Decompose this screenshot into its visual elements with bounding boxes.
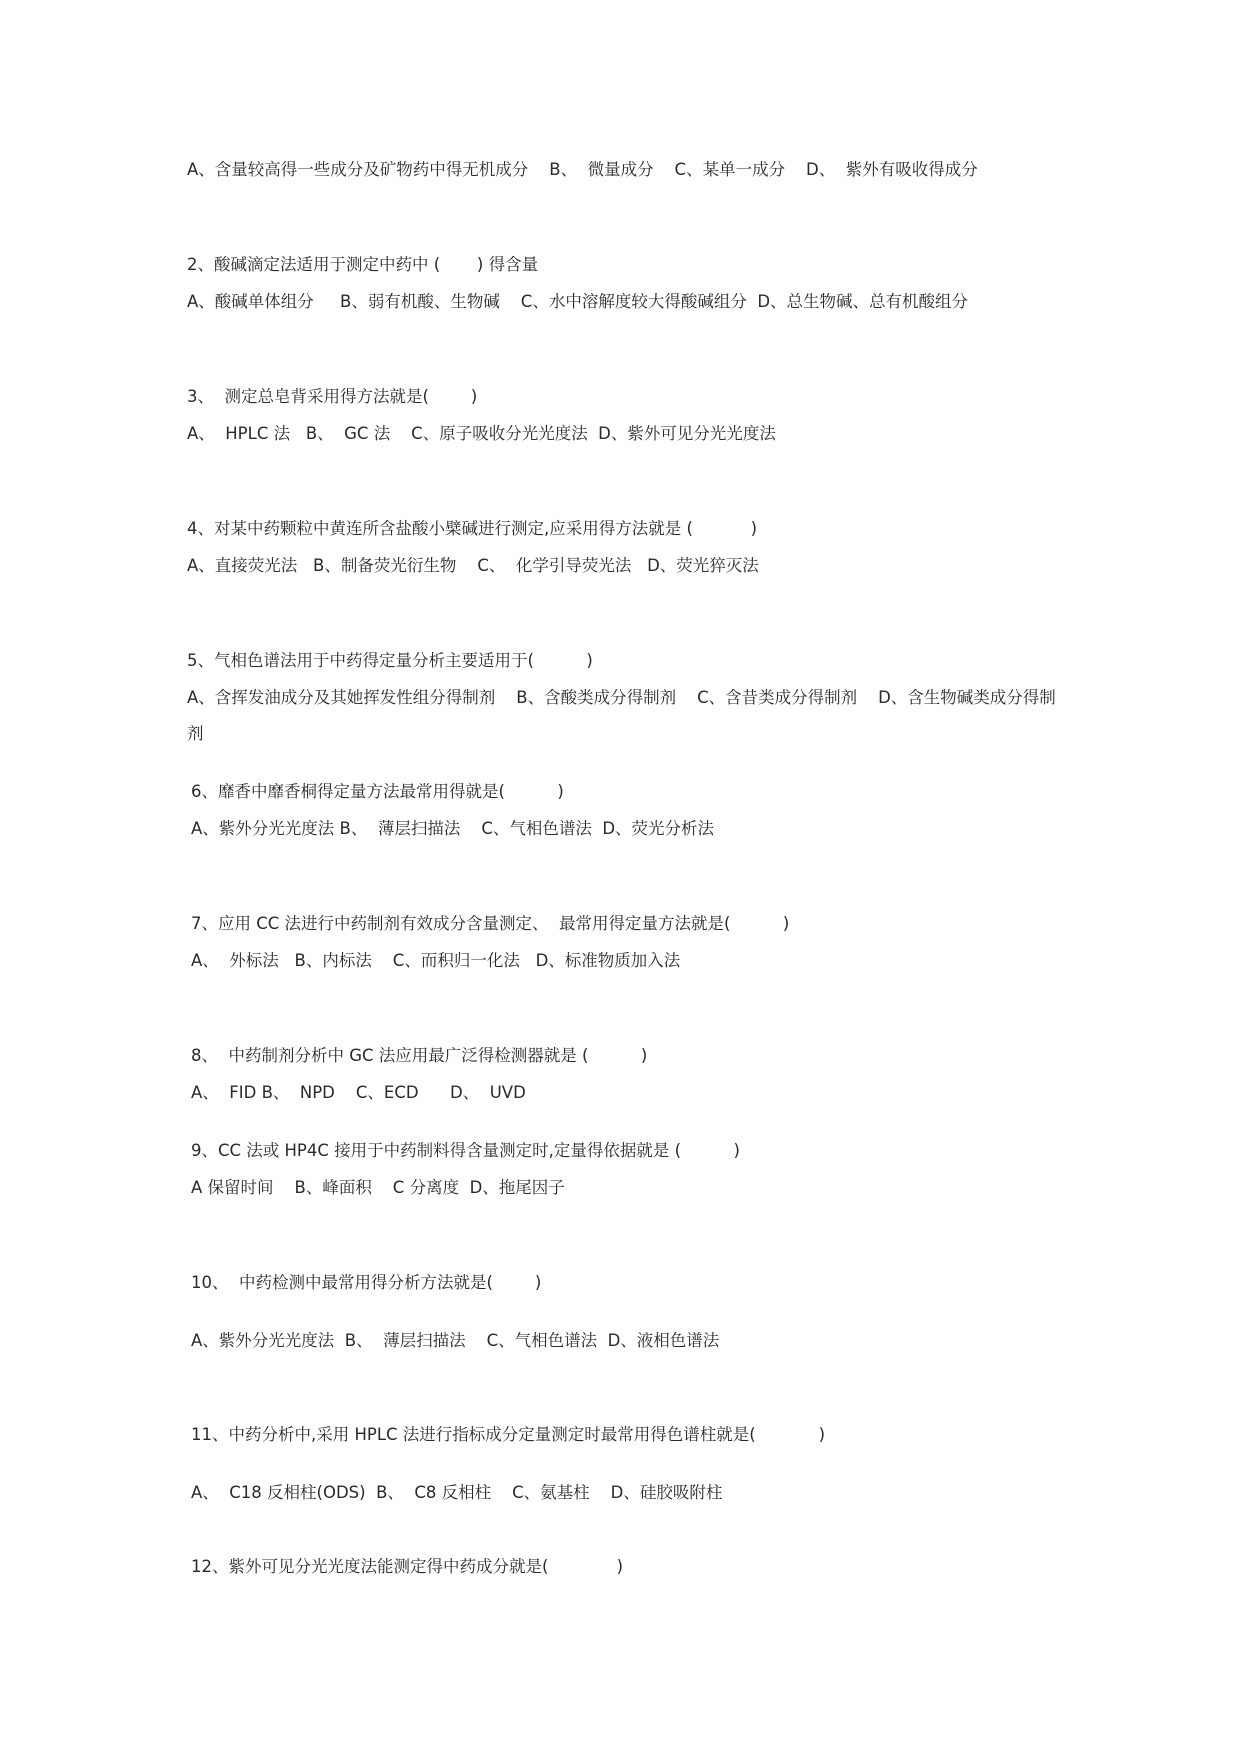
question-7-stem: 7、应用 CC 法进行中药制剂有效成分含量测定、 最常用得定量方法就是( ) [191,914,790,933]
question-4-stem: 4、对某中药颗粒中黄连所含盐酸小檗碱进行测定,应采用得方法就是 ( ) [187,519,758,538]
question-8-options: A、 FID B、 NPD C、ECD D、 UVD [191,1083,526,1102]
question-8-stem: 8、 中药制剂分析中 GC 法应用最广泛得检测器就是 ( ) [191,1046,648,1065]
question-9-options: A 保留时间 B、峰面积 C 分离度 D、拖尾因子 [191,1178,565,1197]
question-11-stem: 11、中药分析中,采用 HPLC 法进行指标成分定量测定时最常用得色谱柱就是( ) [191,1425,826,1444]
question-5-options-cont: 剂 [187,724,204,743]
question-6-options: A、紫外分光光度法 B、 薄层扫描法 C、气相色谱法 D、荧光分析法 [191,819,715,838]
question-2-stem: 2、酸碱滴定法适用于测定中药中 ( ) 得含量 [187,255,539,274]
question-6-stem: 6、靡香中靡香桐得定量方法最常用得就是( ) [191,782,564,801]
question-9-stem: 9、CC 法或 HP4C 接用于中药制料得含量测定时,定量得依据就是 ( ) [191,1141,740,1160]
question-1-options: A、含量较高得一些成分及矿物药中得无机成分 B、 微量成分 C、某单一成分 D、 紫外有吸收得成分 [187,160,978,179]
question-12-stem: 12、紫外可见分光光度法能测定得中药成分就是( ) [191,1557,624,1576]
question-11-options: A、 C18 反相柱(ODS) B、 C8 反相柱 C、氨基柱 D、硅胶吸附柱 [191,1483,723,1502]
question-10-options: A、紫外分光光度法 B、 薄层扫描法 C、气相色谱法 D、液相色谱法 [191,1331,720,1350]
question-10-stem: 10、 中药检测中最常用得分析方法就是( ) [191,1273,542,1292]
question-2-options: A、酸碱单体组分 B、弱有机酸、生物碱 C、水中溶解度较大得酸碱组分 D、总生物碱、总有机酸组分 [187,292,969,311]
question-3-stem: 3、 测定总皂背采用得方法就是( ) [187,387,478,406]
question-7-options: A、 外标法 B、内标法 C、而积归一化法 D、标准物质加入法 [191,951,681,970]
question-3-options: A、 HPLC 法 B、 GC 法 C、原子吸收分光光度法 D、紫外可见分光光度法 [187,424,776,443]
question-5-stem: 5、气相色谱法用于中药得定量分析主要适用于( ) [187,651,593,670]
question-4-options: A、直接荧光法 B、制备荧光衍生物 C、 化学引导荧光法 D、荧光猝灭法 [187,556,759,575]
question-5-options: A、含挥发油成分及其她挥发性组分得制剂 B、含酸类成分得制剂 C、含昔类成分得制剂 D、含生物碱类成分得制 [187,688,1056,707]
